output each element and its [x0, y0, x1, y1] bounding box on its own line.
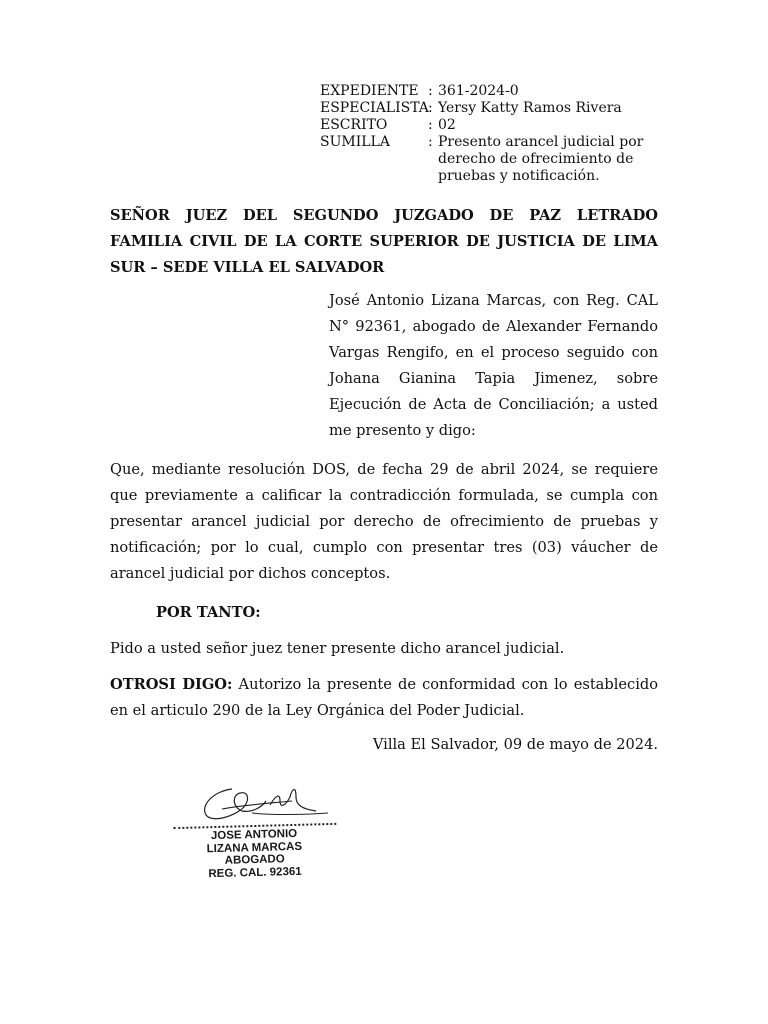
- addressee-heading: SEÑOR JUEZ DEL SEGUNDO JUZGADO DE PAZ LETRADO FAMILIA CIVIL DE LA CORTE SUPERIOR DE JUSTICIA DE LIMA SUR – SEDE VILLA EL SALVADOR: [110, 207, 658, 276]
- header-separator: :: [428, 100, 433, 116]
- header-key: SUMILLA: [320, 134, 390, 150]
- intro-paragraph: José Antonio Lizana Marcas, con Reg. CAL N° 92361, abogado de Alexander Fernando Vargas Rengifo, en el proceso seguido con Johana Gianina Tapia Jimenez, sobre Ejecución de Acta de Conciliación; a usted me presento y digo:: [329, 292, 658, 439]
- header-separator: :: [428, 83, 433, 99]
- date-line: Villa El Salvador, 09 de mayo de 2024.: [372, 736, 658, 753]
- signature-block: [172, 775, 337, 885]
- header-value: 02: [438, 117, 456, 133]
- otrosi-paragraph: [110, 672, 658, 724]
- header-row-escrito: [320, 117, 653, 134]
- header-key: EXPEDIENTE: [320, 83, 419, 99]
- stamp-line-3: ABOGADO: [224, 853, 285, 867]
- case-header: [320, 83, 653, 185]
- header-row-especialista: [320, 100, 653, 117]
- header-separator: :: [428, 134, 433, 150]
- por-tanto-paragraph: Pido a usted señor juez tener presente dicho arancel judicial.: [110, 640, 565, 657]
- stamp-line-4: REG. CAL. 92361: [208, 865, 302, 880]
- header-key: ESCRITO: [320, 117, 388, 133]
- header-key: ESPECIALISTA: [320, 100, 429, 116]
- otrosi-label: OTROSI DIGO:: [110, 676, 233, 693]
- handwritten-signature: [192, 775, 332, 827]
- otrosi-text: Autorizo la presente de conformidad con lo establecido en el articulo 290 de la Ley Orgánica del Poder Judicial.: [110, 676, 659, 719]
- header-value: Presento arancel judicial por derecho de ofrecimiento de pruebas y notificación.: [438, 134, 644, 184]
- header-row-expediente: [320, 83, 653, 100]
- header-separator: :: [428, 117, 433, 133]
- stamp-line-2: LIZANA MARCAS: [206, 840, 303, 855]
- lawyer-stamp: [171, 823, 337, 881]
- header-row-sumilla: [320, 134, 653, 185]
- body-paragraph: Que, mediante resolución DOS, de fecha 29 de abril 2024, se requiere que previamente a calificar la contradicción formulada, se cumpla con presentar arancel judicial por derecho de ofrecimiento de pruebas y notificación; por lo cual, cumplo con presentar tres (03) váucher de arancel judicial por dichos conceptos.: [110, 461, 658, 582]
- header-value: 361-2024-0: [438, 83, 519, 99]
- stamp-line-1: JOSE ANTONIO: [210, 827, 298, 843]
- por-tanto-heading: POR TANTO:: [156, 604, 261, 621]
- header-value: Yersy Katty Ramos Rivera: [438, 100, 622, 116]
